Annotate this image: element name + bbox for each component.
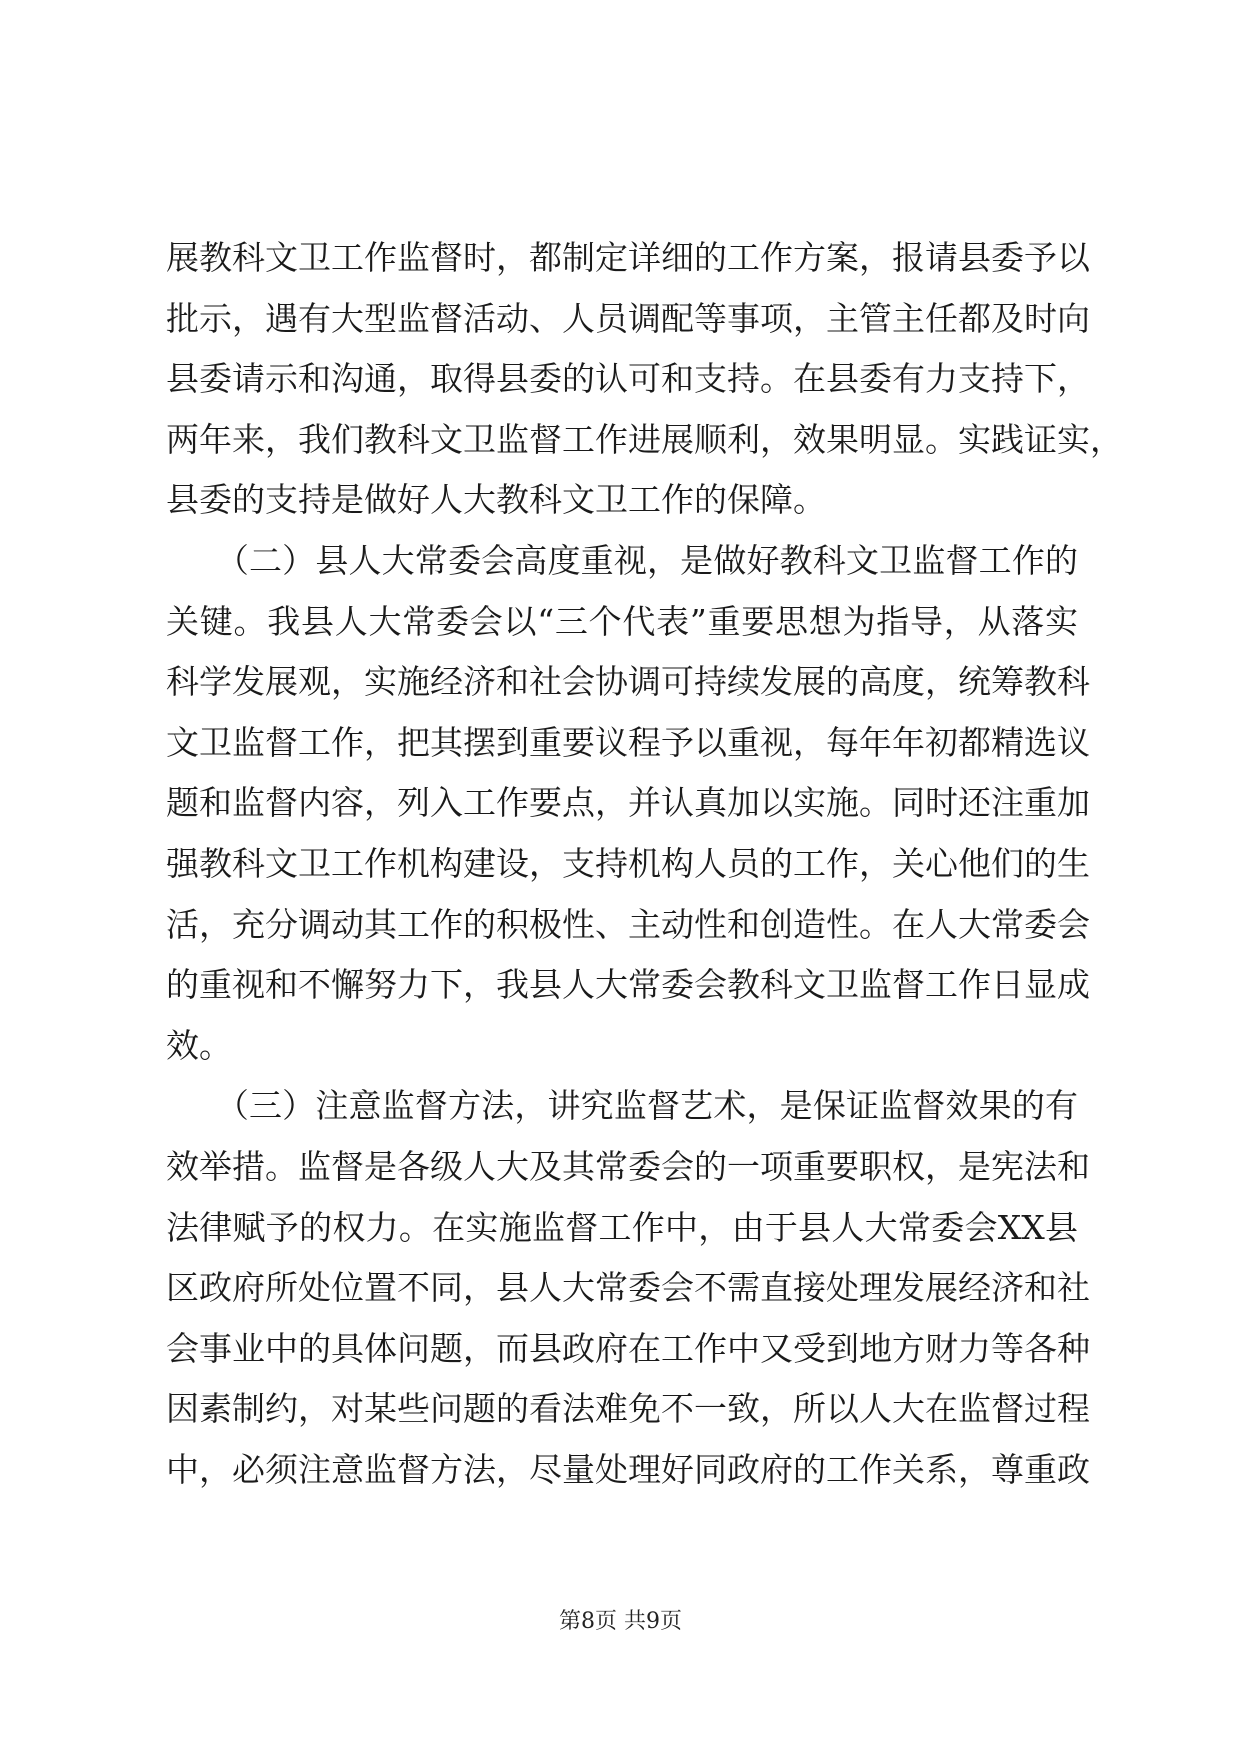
text-line: 会事业中的具体问题，而县政府在工作中又受到地方财力等各种 [166,1328,1090,1368]
text-line: （二）县人大常委会高度重视，是做好教科文卫监督工作的 [166,540,1078,580]
text-line: 活，充分调动其工作的积极性、主动性和创造性。在人大常委会 [166,904,1090,944]
text-line: 县委的支持是做好人大教科文卫工作的保障。 [166,480,826,520]
text-line: 区政府所处位置不同，县人大常委会不需直接处理发展经济和社 [166,1268,1090,1308]
text-line: 效举措。监督是各级人大及其常委会的一项重要职权，是宪法和 [166,1146,1090,1186]
text-line: 文卫监督工作，把其摆到重要议程予以重视，每年年初都精选议 [166,722,1090,762]
text-line: 效。 [166,1025,232,1065]
text-line: 法律赋予的权力。在实施监督工作中，由于县人大常委会XX县 [166,1207,1078,1247]
text-line: 两年来，我们教科文卫监督工作进展顺利，效果明显。实践证实， [166,419,1123,459]
text-line: 中，必须注意监督方法，尽量处理好同政府的工作关系，尊重政 [166,1449,1090,1489]
text-line: 关键。我县人大常委会以“三个代表”重要思想为指导，从落实 [166,601,1078,641]
text-line: 县委请示和沟通，取得县委的认可和支持。在县委有力支持下， [166,359,1090,399]
text-line: 因素制约，对某些问题的看法难免不一致，所以人大在监督过程 [166,1389,1090,1429]
text-line: 展教科文卫工作监督时，都制定详细的工作方案，报请县委予以 [166,238,1090,277]
text-line: 强教科文卫工作机构建设，支持机构人员的工作，关心他们的生 [166,843,1090,883]
text-line: 题和监督内容，列入工作要点，并认真加以实施。同时还注重加 [166,783,1090,823]
text-line: （三）注意监督方法，讲究监督艺术，是保证监督效果的有 [166,1086,1078,1126]
text-line: 的重视和不懈努力下，我县人大常委会教科文卫监督工作日显成 [166,965,1090,1005]
text-line: 科学发展观，实施经济和社会协调可持续发展的高度，统筹教科 [166,662,1090,702]
body-text [166,228,1123,1500]
text-line: 批示，遇有大型监督活动、人员调配等事项，主管主任都及时向 [166,298,1090,338]
page-footer: 第8页 共9页 [559,1609,682,1634]
